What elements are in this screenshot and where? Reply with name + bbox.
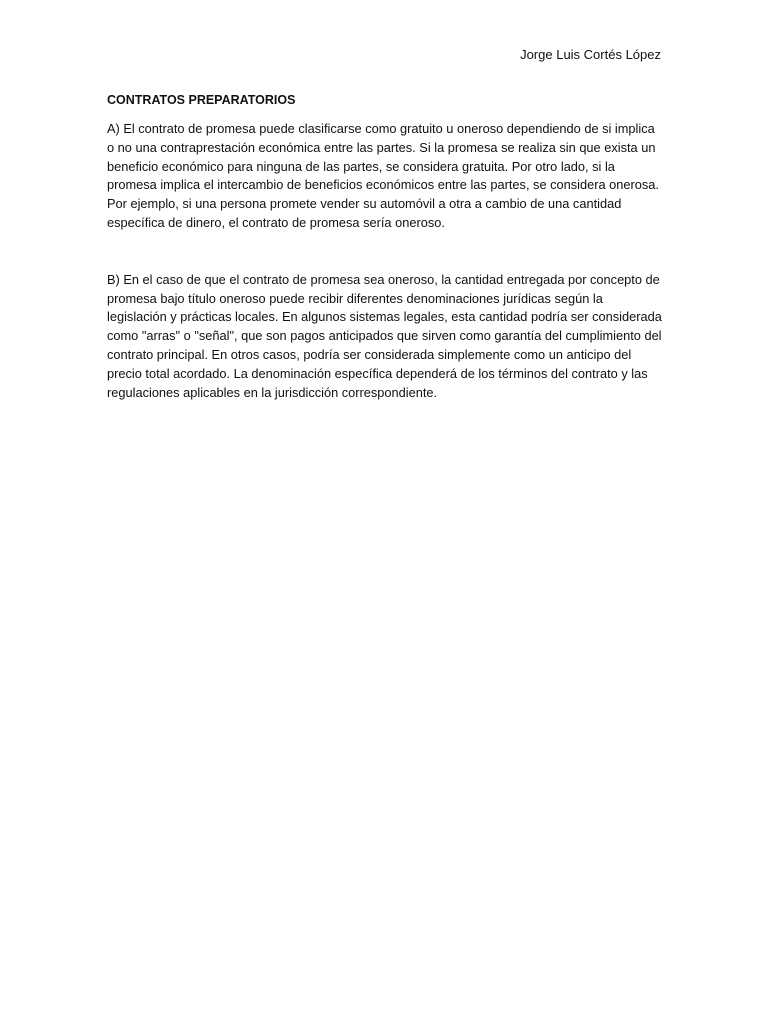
document-title: CONTRATOS PREPARATORIOS bbox=[107, 93, 296, 107]
paragraph-b: B) En el caso de que el contrato de promesa sea oneroso, la cantidad entregada por concepto de promesa bajo título oneroso puede recibir diferentes denominaciones jurídicas según la legislación y prácticas locales. En algunos sistemas legales, esta cantidad podría ser considerada como "arras" o "señal", que son pagos anticipados que sirven como garantía del cumplimiento del contrato principal. En otros casos, podría ser considerada simplemente como un anticipo del precio total acordado. La denominación específica dependerá de los términos del contrato y las regulaciones aplicables en la jurisdicción correspondiente. bbox=[107, 271, 662, 400]
paragraph-a: A) El contrato de promesa puede clasificarse como gratuito u oneroso dependiendo de si implica o no una contraprestación económica entre las partes. Si la promesa se realiza sin que exista un beneficio económico para ninguna de las partes, se considera gratuita. Por otro lado, si la promesa implica el intercambio de beneficios económicos entre las partes, se considera onerosa. Por ejemplo, si una persona promete vender su automóvil a otra a cambio de una cantidad específica de dinero, el contrato de promesa sería oneroso. bbox=[107, 121, 659, 230]
document-body bbox=[107, 91, 663, 402]
author-name: Jorge Luis Cortés López bbox=[520, 47, 661, 62]
